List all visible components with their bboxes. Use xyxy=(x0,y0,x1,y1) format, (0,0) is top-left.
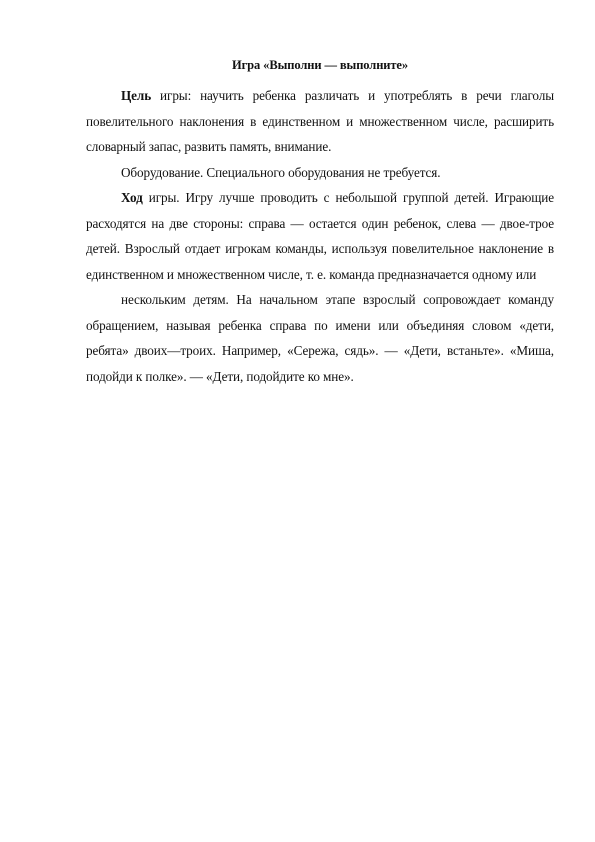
procedure-continuation-paragraph xyxy=(86,287,554,389)
document-title: Игра «Выполни — выполните» xyxy=(231,58,409,72)
goal-paragraph xyxy=(86,83,554,160)
equipment-paragraph xyxy=(86,160,554,186)
equipment-text: Оборудование. Специального оборудования не требуется. xyxy=(121,164,441,180)
procedure-label: Ход xyxy=(121,190,143,205)
procedure-text-part1: игры. Игру лучше проводить с небольшой группой детей. Играющие расходятся на две стороны: справа — остается один ребенок, слева — двое-трое детей. Взрослый отдает игрокам команды, используя повелительное наклонение в единственном и множественном числе, т. е. команда предназначается одному или xyxy=(86,190,554,282)
procedure-text-part2: нескольким детям. На начальном этапе взрослый сопровождает команду обращением, называя ребенка справа по имени или объединяя словом «дети, ребята» двоих—троих. Например, «Сережа, сядь». — «Дети, встаньте». «Миша, подойди к полке». — «Дети, подойдите ко мне». xyxy=(86,292,554,384)
document-body xyxy=(86,56,554,389)
procedure-paragraph xyxy=(86,185,554,287)
goal-label: Цель xyxy=(121,88,152,103)
goal-text: игры: научить ребенка различать и употреблять в речи глаголы повелительного наклонения в единственном и множественном числе, расширить словарный запас, развить память, внимание. xyxy=(86,88,554,154)
